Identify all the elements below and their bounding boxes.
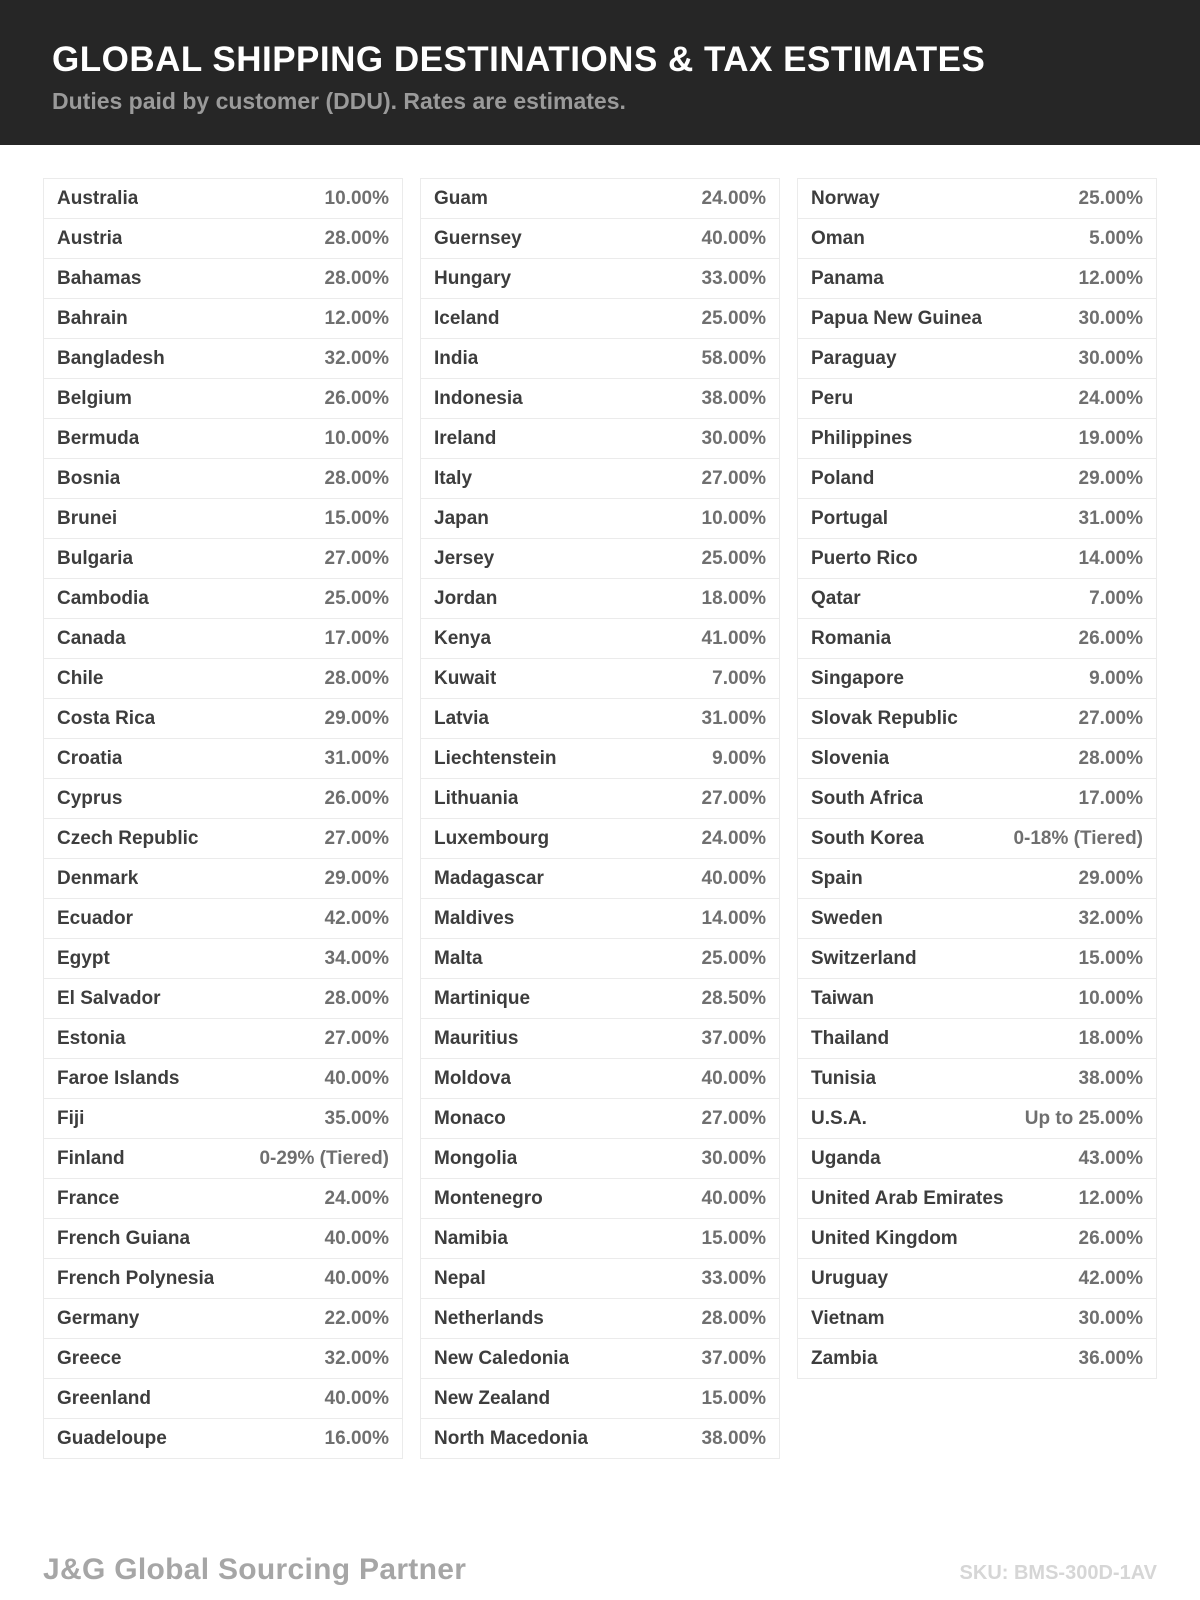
tax-rate-value: 28.00% (1078, 747, 1143, 769)
country-name: Peru (811, 387, 854, 409)
tax-rate-value: 31.00% (701, 707, 766, 729)
tax-rate-value: 22.00% (324, 1307, 389, 1329)
tax-rate-value: 32.00% (324, 347, 389, 369)
table-row (43, 859, 403, 899)
tax-rate-value: 27.00% (701, 1107, 766, 1129)
country-name: Croatia (57, 747, 123, 769)
header-banner (0, 0, 1200, 145)
sku-label: SKU: BMS-300D-1AV (959, 1562, 1157, 1584)
table-row (797, 1339, 1157, 1379)
tax-rate-value: 12.00% (1078, 1187, 1143, 1209)
country-name: Iceland (434, 307, 500, 329)
country-name: Faroe Islands (57, 1067, 180, 1089)
table-row (797, 859, 1157, 899)
country-name: Tunisia (811, 1067, 877, 1089)
country-name: Norway (811, 187, 880, 209)
country-name: Cambodia (57, 587, 149, 609)
tax-rate-value: 27.00% (701, 787, 766, 809)
tax-rate-value: 30.00% (1078, 347, 1143, 369)
country-name: Oman (811, 227, 865, 249)
table-row (43, 259, 403, 299)
country-name: U.S.A. (811, 1107, 867, 1129)
table-row (420, 1219, 780, 1259)
country-name: Papua New Guinea (811, 307, 983, 329)
table-row (797, 299, 1157, 339)
country-name: Switzerland (811, 947, 917, 969)
tax-rate-value: 10.00% (1078, 987, 1143, 1009)
tax-rate-value: 38.00% (1078, 1067, 1143, 1089)
table-row (797, 219, 1157, 259)
country-name: Qatar (811, 587, 861, 609)
tax-table-column-1 (43, 178, 403, 1459)
country-name: Guernsey (434, 227, 522, 249)
country-name: Maldives (434, 907, 515, 929)
country-name: Liechtenstein (434, 747, 557, 769)
table-row (420, 579, 780, 619)
table-row (797, 659, 1157, 699)
table-row (420, 178, 780, 219)
tax-rate-value: 29.00% (1078, 867, 1143, 889)
country-name: French Polynesia (57, 1267, 215, 1289)
tax-rate-value: 14.00% (1078, 547, 1143, 569)
tax-rate-value: 15.00% (324, 507, 389, 529)
table-row (420, 499, 780, 539)
table-row (420, 659, 780, 699)
table-row (420, 939, 780, 979)
table-row (797, 939, 1157, 979)
table-row (43, 659, 403, 699)
tax-rate-value: 0-18% (Tiered) (1013, 827, 1143, 849)
country-name: Chile (57, 667, 104, 689)
country-name: Romania (811, 627, 892, 649)
tax-rate-value: 27.00% (324, 1027, 389, 1049)
tax-rate-value: 28.50% (701, 987, 766, 1009)
table-row (43, 1139, 403, 1179)
country-name: Fiji (57, 1107, 85, 1129)
table-row (797, 1059, 1157, 1099)
table-row (43, 459, 403, 499)
table-row (420, 1099, 780, 1139)
tax-rate-value: 15.00% (701, 1227, 766, 1249)
page-title: GLOBAL SHIPPING DESTINATIONS & TAX ESTIMATES (52, 40, 986, 79)
tax-rate-value: 26.00% (324, 387, 389, 409)
table-row (43, 1219, 403, 1259)
brand-name: J&G Global Sourcing Partner (43, 1553, 467, 1586)
table-row (43, 699, 403, 739)
table-row (420, 779, 780, 819)
country-name: New Caledonia (434, 1347, 570, 1369)
country-name: Bosnia (57, 467, 121, 489)
table-row (420, 899, 780, 939)
tax-rate-value: 24.00% (701, 187, 766, 209)
table-row (797, 459, 1157, 499)
table-row (43, 579, 403, 619)
country-name: Uganda (811, 1147, 881, 1169)
table-row (797, 579, 1157, 619)
tax-rate-value: 30.00% (701, 1147, 766, 1169)
tax-rate-value: 26.00% (1078, 627, 1143, 649)
country-name: Martinique (434, 987, 531, 1009)
tax-rate-value: 25.00% (701, 547, 766, 569)
country-name: Bulgaria (57, 547, 134, 569)
tax-rate-value: 40.00% (324, 1387, 389, 1409)
table-row (797, 1139, 1157, 1179)
country-name: North Macedonia (434, 1427, 589, 1449)
tax-rate-value: 5.00% (1089, 227, 1143, 249)
table-row (420, 1019, 780, 1059)
country-name: Panama (811, 267, 884, 289)
table-row (797, 539, 1157, 579)
table-row (797, 379, 1157, 419)
country-name: Guam (434, 187, 488, 209)
country-name: Denmark (57, 867, 139, 889)
country-name: Philippines (811, 427, 913, 449)
tax-rate-value: 26.00% (1078, 1227, 1143, 1249)
country-name: Monaco (434, 1107, 506, 1129)
table-row (43, 1099, 403, 1139)
table-row (797, 739, 1157, 779)
tax-rate-value: 17.00% (1078, 787, 1143, 809)
tax-rate-value: 18.00% (1078, 1027, 1143, 1049)
table-row (420, 1419, 780, 1459)
tax-rate-value: 31.00% (324, 747, 389, 769)
table-row (797, 259, 1157, 299)
country-name: Australia (57, 187, 139, 209)
tax-rate-value: 10.00% (324, 187, 389, 209)
tax-table-column-3 (797, 178, 1157, 1379)
tax-rate-value: 40.00% (324, 1227, 389, 1249)
table-row (420, 699, 780, 739)
country-name: France (57, 1187, 120, 1209)
table-row (43, 779, 403, 819)
country-name: Greenland (57, 1387, 151, 1409)
tax-rate-value: Up to 25.00% (1024, 1107, 1143, 1129)
table-row (43, 379, 403, 419)
table-row (797, 619, 1157, 659)
table-row (797, 1019, 1157, 1059)
tax-rate-value: 28.00% (324, 987, 389, 1009)
tax-rate-value: 17.00% (324, 627, 389, 649)
tax-rate-value: 40.00% (324, 1267, 389, 1289)
country-name: Slovak Republic (811, 707, 958, 729)
tax-rate-value: 26.00% (324, 787, 389, 809)
table-row (797, 699, 1157, 739)
tax-rate-value: 24.00% (701, 827, 766, 849)
country-name: Finland (57, 1147, 125, 1169)
tax-rate-value: 30.00% (1078, 1307, 1143, 1329)
tax-rate-value: 27.00% (324, 827, 389, 849)
tax-rate-value: 43.00% (1078, 1147, 1143, 1169)
tax-rate-value: 10.00% (701, 507, 766, 529)
country-name: Austria (57, 227, 123, 249)
country-name: Kenya (434, 627, 492, 649)
country-name: Vietnam (811, 1307, 885, 1329)
tax-rate-value: 12.00% (324, 307, 389, 329)
footer (43, 1553, 1157, 1587)
tax-rate-value: 33.00% (701, 267, 766, 289)
tax-rate-value: 12.00% (1078, 267, 1143, 289)
tax-rate-value: 41.00% (701, 627, 766, 649)
country-name: Montenegro (434, 1187, 543, 1209)
table-row (797, 979, 1157, 1019)
table-row (797, 419, 1157, 459)
country-name: Taiwan (811, 987, 874, 1009)
country-name: Slovenia (811, 747, 890, 769)
table-row (797, 178, 1157, 219)
tax-rate-value: 15.00% (701, 1387, 766, 1409)
tax-rate-value: 42.00% (1078, 1267, 1143, 1289)
tax-rate-value: 9.00% (712, 747, 766, 769)
table-row (797, 899, 1157, 939)
table-row (420, 419, 780, 459)
tax-rate-value: 29.00% (1078, 467, 1143, 489)
tax-rate-value: 10.00% (324, 427, 389, 449)
tax-rate-value: 38.00% (701, 1427, 766, 1449)
country-name: Paraguay (811, 347, 897, 369)
tax-rate-value: 27.00% (324, 547, 389, 569)
table-row (43, 499, 403, 539)
table-row (797, 1099, 1157, 1139)
tax-rate-value: 25.00% (701, 947, 766, 969)
tax-rate-value: 24.00% (1078, 387, 1143, 409)
country-name: Thailand (811, 1027, 890, 1049)
table-row (43, 1339, 403, 1379)
table-row (43, 1259, 403, 1299)
country-name: Japan (434, 507, 489, 529)
country-name: Greece (57, 1347, 122, 1369)
country-name: Bermuda (57, 427, 140, 449)
country-name: Bahamas (57, 267, 142, 289)
tax-rate-value: 29.00% (324, 867, 389, 889)
table-row (420, 739, 780, 779)
tax-rate-value: 29.00% (324, 707, 389, 729)
table-row (420, 459, 780, 499)
country-name: Malta (434, 947, 483, 969)
tax-rate-value: 16.00% (324, 1427, 389, 1449)
country-name: South Korea (811, 827, 924, 849)
tax-rate-value: 40.00% (701, 227, 766, 249)
tax-rate-value: 30.00% (701, 427, 766, 449)
country-name: South Africa (811, 787, 924, 809)
tax-rate-value: 28.00% (324, 227, 389, 249)
table-row (43, 899, 403, 939)
table-row (420, 1179, 780, 1219)
table-row (420, 339, 780, 379)
table-row (43, 979, 403, 1019)
country-name: Canada (57, 627, 126, 649)
tax-rate-value: 0-29% (Tiered) (259, 1147, 389, 1169)
table-row (797, 1259, 1157, 1299)
tax-rate-value: 38.00% (701, 387, 766, 409)
country-name: Costa Rica (57, 707, 156, 729)
table-row (420, 259, 780, 299)
country-name: United Kingdom (811, 1227, 958, 1249)
table-row (43, 819, 403, 859)
country-name: Moldova (434, 1067, 512, 1089)
country-name: Hungary (434, 267, 512, 289)
table-row (797, 1219, 1157, 1259)
country-name: Brunei (57, 507, 118, 529)
table-row (420, 1139, 780, 1179)
country-name: Indonesia (434, 387, 523, 409)
tax-rate-value: 15.00% (1078, 947, 1143, 969)
tax-rate-value: 42.00% (324, 907, 389, 929)
table-row (797, 1179, 1157, 1219)
country-name: French Guiana (57, 1227, 191, 1249)
country-name: Czech Republic (57, 827, 199, 849)
country-name: Cyprus (57, 787, 123, 809)
table-row (420, 379, 780, 419)
country-name: Spain (811, 867, 863, 889)
table-row (420, 1259, 780, 1299)
tax-rate-value: 28.00% (324, 267, 389, 289)
tax-rate-value: 25.00% (1078, 187, 1143, 209)
tax-rate-value: 32.00% (324, 1347, 389, 1369)
table-row (43, 939, 403, 979)
table-row (43, 739, 403, 779)
tax-rate-value: 24.00% (324, 1187, 389, 1209)
tax-rate-value: 27.00% (1078, 707, 1143, 729)
table-row (420, 1379, 780, 1419)
country-name: Egypt (57, 947, 110, 969)
country-name: El Salvador (57, 987, 161, 1009)
table-row (797, 339, 1157, 379)
tax-rate-value: 33.00% (701, 1267, 766, 1289)
country-name: Jordan (434, 587, 498, 609)
tax-rate-value: 40.00% (701, 1067, 766, 1089)
tax-table-column-2 (420, 178, 780, 1459)
tax-rate-value: 28.00% (324, 467, 389, 489)
table-row (43, 339, 403, 379)
table-row (420, 619, 780, 659)
tax-rate-value: 30.00% (1078, 307, 1143, 329)
country-name: Zambia (811, 1347, 878, 1369)
tax-rate-value: 32.00% (1078, 907, 1143, 929)
tax-rate-value: 37.00% (701, 1027, 766, 1049)
tax-rate-value: 7.00% (712, 667, 766, 689)
table-row (43, 1179, 403, 1219)
country-name: Puerto Rico (811, 547, 918, 569)
table-row (43, 1059, 403, 1099)
table-row (420, 219, 780, 259)
country-name: Luxembourg (434, 827, 550, 849)
country-name: Namibia (434, 1227, 508, 1249)
country-name: Ecuador (57, 907, 134, 929)
tax-rate-value: 28.00% (701, 1307, 766, 1329)
country-name: Latvia (434, 707, 489, 729)
table-row (43, 419, 403, 459)
tax-rate-value: 40.00% (324, 1067, 389, 1089)
tax-rate-value: 28.00% (324, 667, 389, 689)
country-name: Estonia (57, 1027, 126, 1049)
country-name: Lithuania (434, 787, 519, 809)
country-name: Ireland (434, 427, 497, 449)
tax-rate-value: 36.00% (1078, 1347, 1143, 1369)
table-row (420, 979, 780, 1019)
tax-rate-value: 25.00% (324, 587, 389, 609)
tax-rate-table (43, 178, 1157, 1459)
tax-rate-value: 27.00% (701, 467, 766, 489)
tax-rate-value: 58.00% (701, 347, 766, 369)
country-name: Singapore (811, 667, 904, 689)
table-row (797, 499, 1157, 539)
table-row (43, 299, 403, 339)
table-row (420, 819, 780, 859)
country-name: Madagascar (434, 867, 544, 889)
tax-rate-value: 7.00% (1089, 587, 1143, 609)
table-row (420, 1299, 780, 1339)
table-row (43, 539, 403, 579)
table-row (43, 219, 403, 259)
country-name: Uruguay (811, 1267, 889, 1289)
table-row (420, 1059, 780, 1099)
tax-rate-value: 37.00% (701, 1347, 766, 1369)
country-name: Poland (811, 467, 875, 489)
country-name: Guadeloupe (57, 1427, 167, 1449)
table-row (43, 1379, 403, 1419)
country-name: Kuwait (434, 667, 497, 689)
tax-rate-value: 25.00% (701, 307, 766, 329)
table-row (420, 859, 780, 899)
tax-rate-value: 40.00% (701, 1187, 766, 1209)
tax-rate-value: 35.00% (324, 1107, 389, 1129)
tax-rate-value: 40.00% (701, 867, 766, 889)
country-name: United Arab Emirates (811, 1187, 1004, 1209)
table-row (43, 1019, 403, 1059)
country-name: Bahrain (57, 307, 128, 329)
table-row (43, 1299, 403, 1339)
tax-rate-value: 19.00% (1078, 427, 1143, 449)
table-row (43, 178, 403, 219)
tax-rate-value: 14.00% (701, 907, 766, 929)
table-row (797, 1299, 1157, 1339)
country-name: Mongolia (434, 1147, 518, 1169)
tax-rate-value: 18.00% (701, 587, 766, 609)
country-name: Portugal (811, 507, 889, 529)
country-name: Jersey (434, 547, 495, 569)
country-name: India (434, 347, 479, 369)
country-name: Nepal (434, 1267, 486, 1289)
table-row (420, 539, 780, 579)
country-name: New Zealand (434, 1387, 551, 1409)
table-row (797, 819, 1157, 859)
country-name: Germany (57, 1307, 140, 1329)
table-row (797, 779, 1157, 819)
country-name: Italy (434, 467, 473, 489)
table-row (420, 1339, 780, 1379)
country-name: Sweden (811, 907, 883, 929)
table-row (43, 1419, 403, 1459)
tax-rate-value: 31.00% (1078, 507, 1143, 529)
country-name: Netherlands (434, 1307, 544, 1329)
country-name: Bangladesh (57, 347, 165, 369)
tax-rate-value: 9.00% (1089, 667, 1143, 689)
table-row (43, 619, 403, 659)
table-row (420, 299, 780, 339)
country-name: Mauritius (434, 1027, 519, 1049)
page-subtitle: Duties paid by customer (DDU). Rates are estimates. (52, 88, 626, 114)
country-name: Belgium (57, 387, 132, 409)
tax-rate-value: 34.00% (324, 947, 389, 969)
